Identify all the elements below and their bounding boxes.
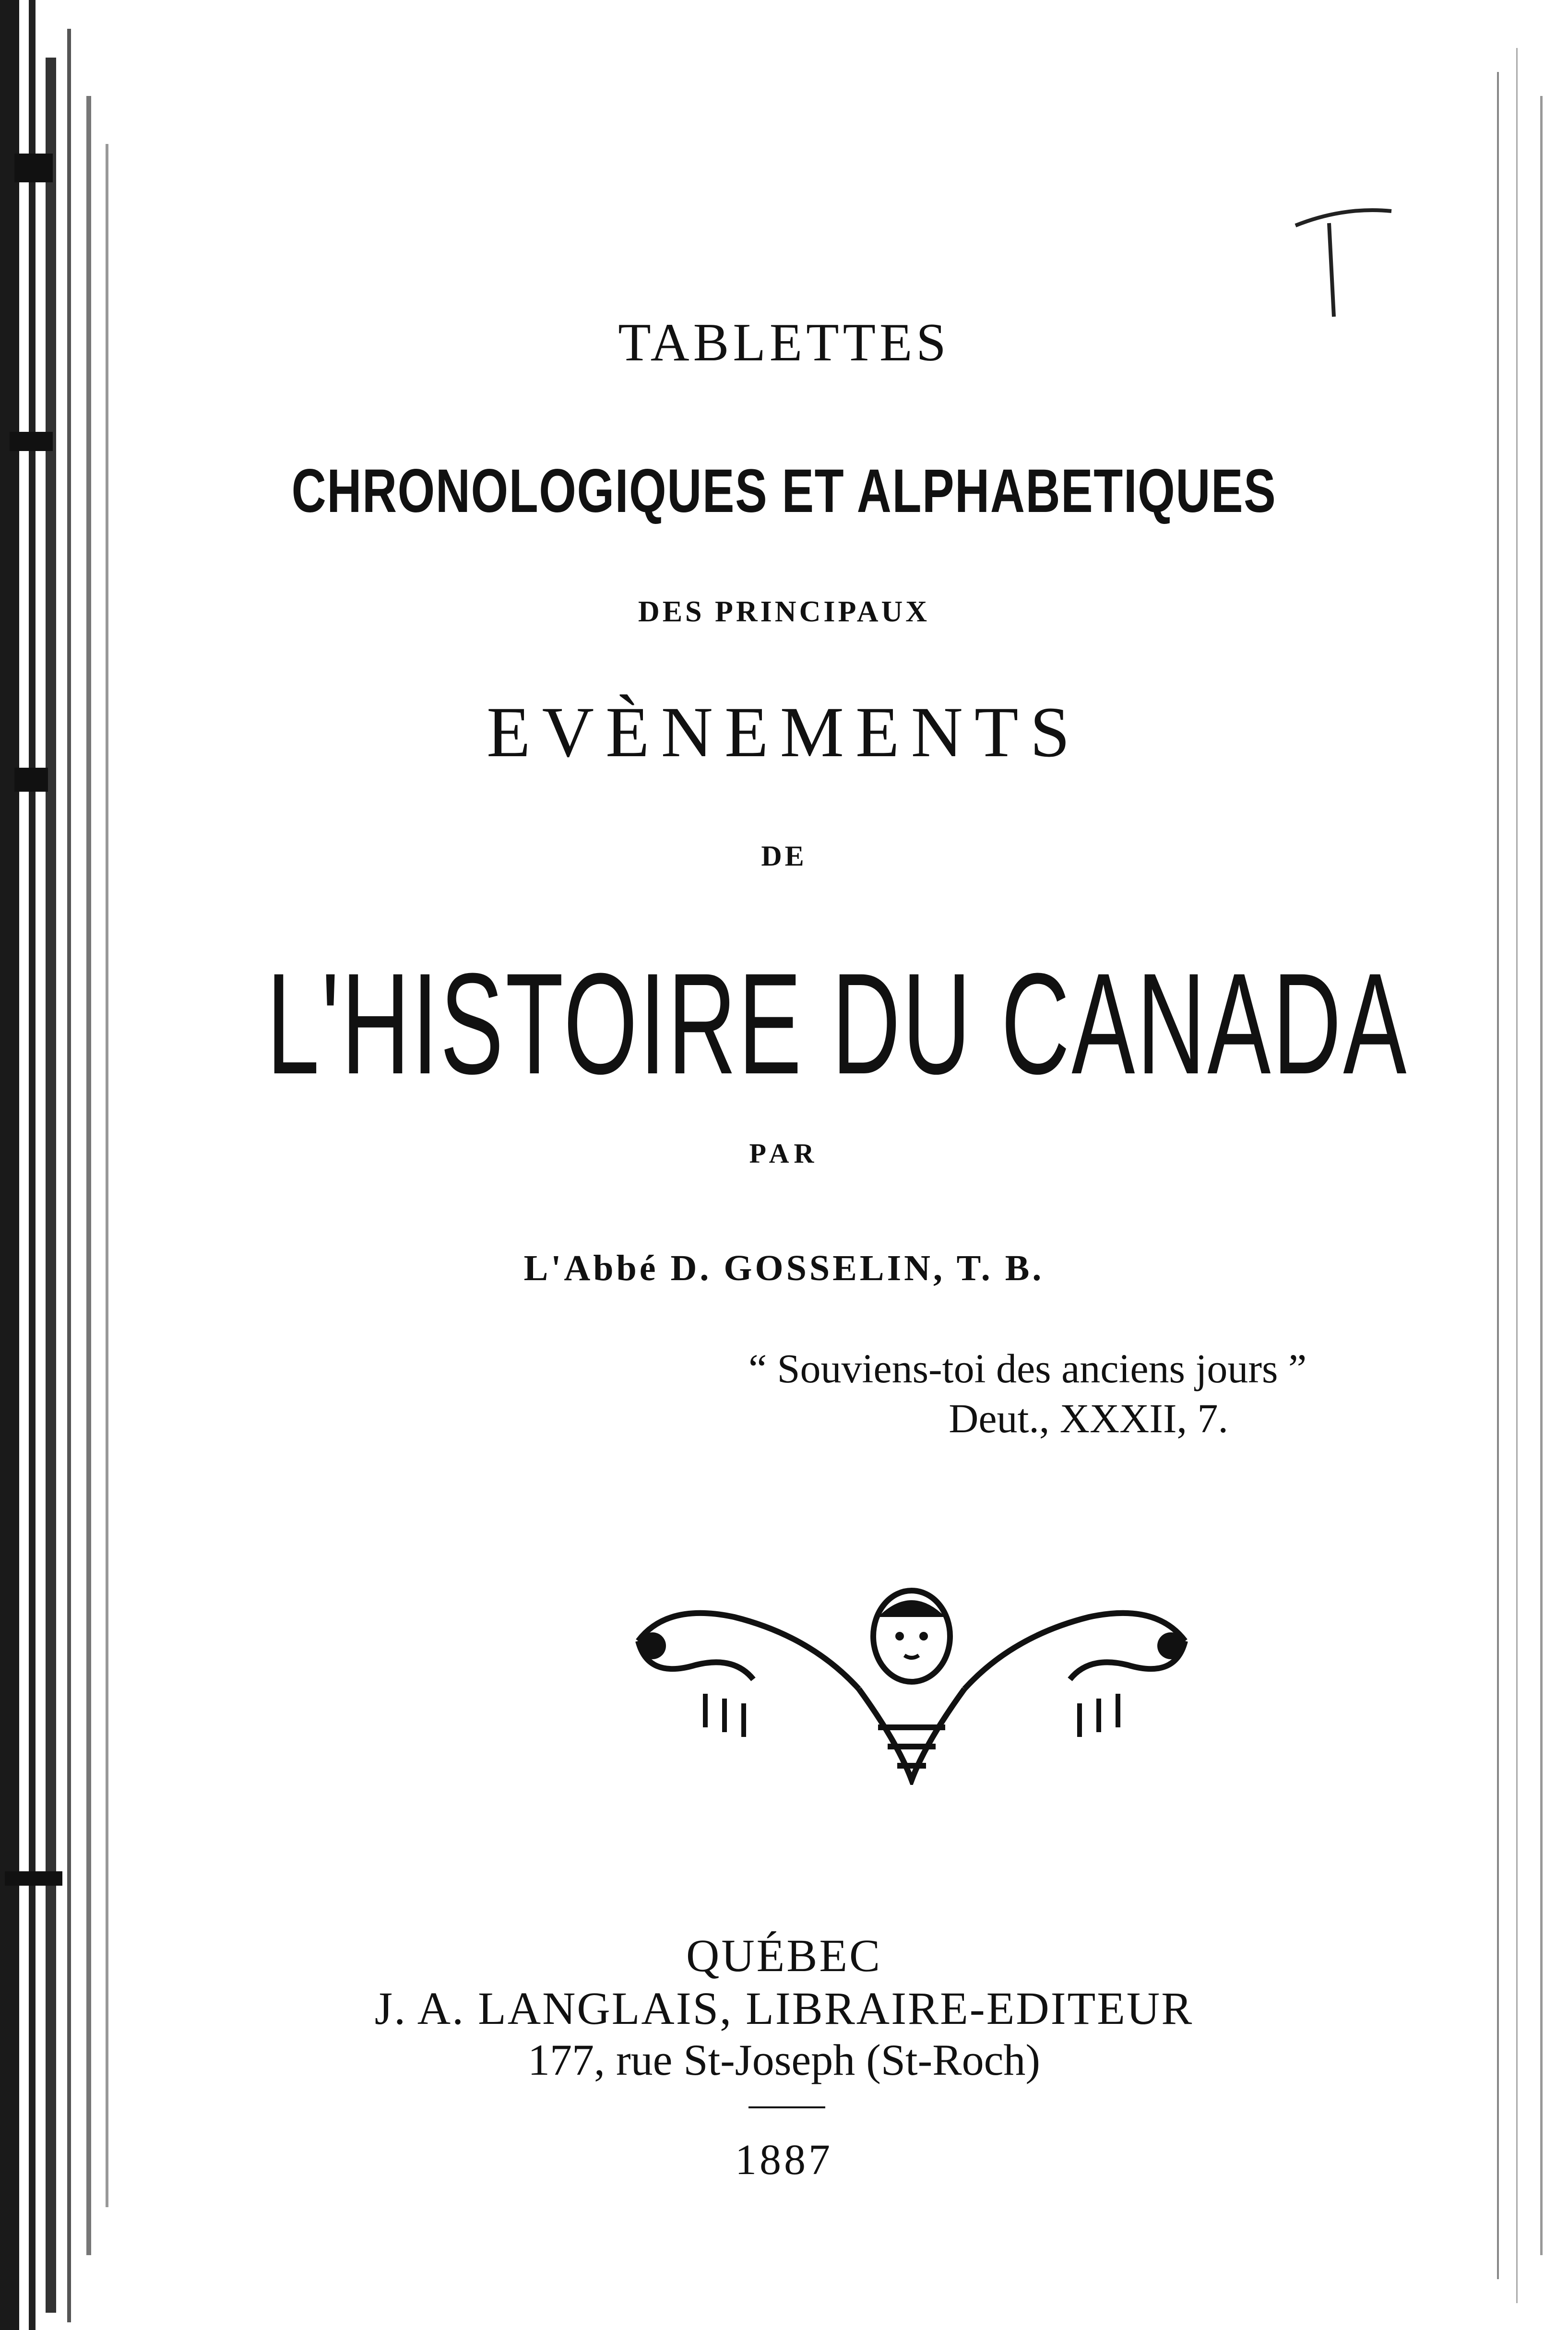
publisher-name: J. A. LANGLAIS, LIBRAIRE-EDITEUR: [374, 1983, 1194, 2034]
divider-rule: [748, 2106, 825, 2108]
publication-year: 1887: [735, 2136, 833, 2184]
title-line-evenements: EVÈNEMENTS: [487, 692, 1081, 772]
title-line-chronologiques: CHRONOLOGIQUES ET ALPHABETIQUES: [291, 457, 1277, 525]
epigraph-quote: “ Souviens-toi des anciens jours ”: [748, 1345, 1307, 1391]
epigraph: [748, 1343, 1324, 1443]
title-line-de: DE: [761, 840, 807, 872]
pencil-mark-annotation: [1286, 202, 1401, 326]
epigraph-reference: Deut., XXXII, 7.: [949, 1395, 1228, 1441]
publisher-city: QUÉBEC: [686, 1930, 882, 1981]
title-line-par: PAR: [749, 1138, 819, 1169]
title-line-des-principaux: DES PRINCIPAUX: [638, 595, 930, 628]
title-line-histoire-du-canada: L'HISTOIRE DU CANADA: [266, 943, 1409, 1104]
cherub-ornament-icon: [609, 1583, 1214, 1785]
publisher-address: 177, rue St-Joseph (St-Roch): [527, 2035, 1041, 2084]
author-line: L'Abbé D. GOSSELIN, T. B.: [523, 1248, 1045, 1288]
title-line-tablettes: TABLETTES: [618, 313, 950, 372]
